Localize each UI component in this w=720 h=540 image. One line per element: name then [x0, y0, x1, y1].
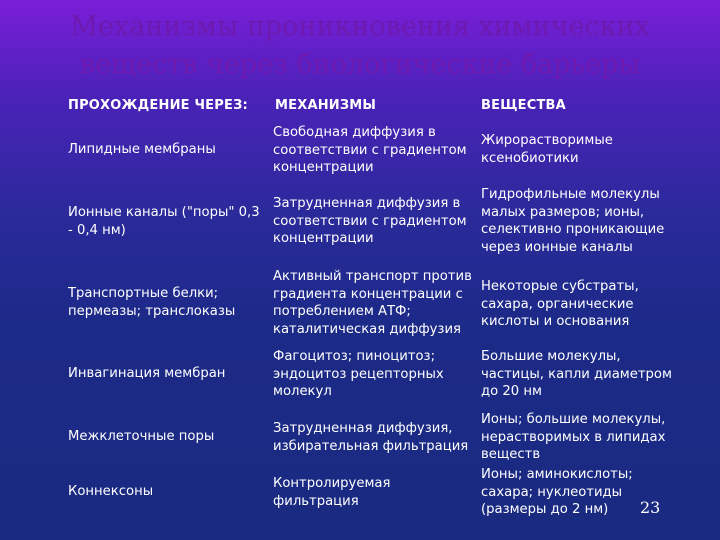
row-lipid-substances: Жирорастворимые ксенобиотики — [481, 133, 613, 166]
header-substances: ВЕЩЕСТВА — [481, 98, 566, 113]
row-transport-substances: Некоторые субстраты, сахара, органические кислоты и основания — [481, 279, 639, 329]
row-ion-channels-through: Ионные каналы ("поры" 0,3 - 0,4 нм) — [68, 205, 260, 238]
row-lipid-through: Липидные мембраны — [68, 142, 216, 157]
header-through: ПРОХОЖДЕНИЕ ЧЕРЕЗ: — [68, 98, 248, 113]
row-invagination-through: Инвагинация мембран — [68, 366, 226, 381]
slide-title: Механизмы проникновения химических веществ через биологические барьеры — [70, 11, 650, 80]
row-connexons-substances: Ионы; аминокислоты; сахара; нуклеотиды (размеры до 2 нм) — [481, 467, 633, 517]
row-transport-mechanism: Активный транспорт против градиента концентрации с потреблением АТФ; каталитическая диффузия — [273, 269, 472, 337]
row-intercellular-substances: Ионы; большие молекулы, нерастворимых в липидах веществ — [481, 412, 666, 462]
row-connexons-mechanism: Контролируемая фильтрация — [273, 476, 391, 509]
row-invagination-mechanism: Фагоцитоз; пиноцитоз; эндоцитоз рецепторных молекул — [273, 349, 444, 399]
row-lipid-mechanism: Свободная диффузия в соответствии с градиентом концентрации — [273, 125, 467, 175]
row-connexons-through: Коннексоны — [68, 484, 154, 499]
row-intercellular-through: Межклеточные поры — [68, 429, 215, 444]
row-ion-channels-mechanism: Затрудненная диффузия в соответствии с градиентом концентрации — [273, 196, 467, 246]
header-mechanisms: МЕХАНИЗМЫ — [275, 98, 377, 113]
page-number: 23 — [640, 498, 661, 517]
row-ion-channels-substances: Гидрофильные молекулы малых размеров; ионы, селективно проникающие через ионные каналы — [481, 187, 665, 255]
row-invagination-substances: Большие молекулы, частицы, капли диаметром до 20 нм — [481, 349, 672, 399]
row-transport-through: Транспортные белки; пермеазы; транслоказы — [68, 286, 236, 319]
row-intercellular-mechanism: Затрудненная диффузия, избирательная фильтрация — [273, 421, 469, 454]
